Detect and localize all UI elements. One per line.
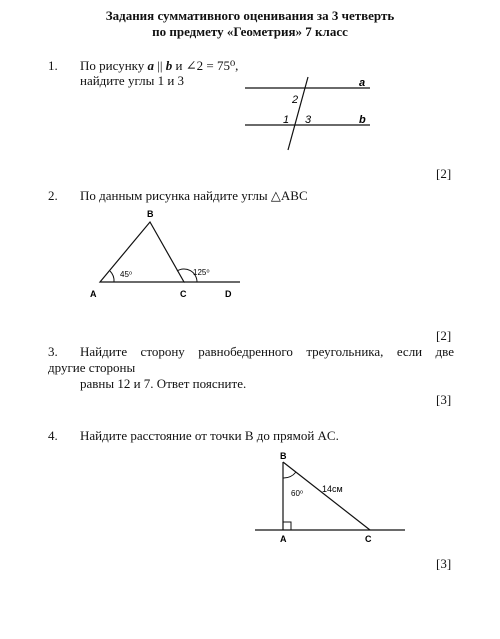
- document-subtitle: по предмету «Геометрия» 7 класс: [152, 24, 348, 39]
- q1-text-line2: найдите углы 1 и 3: [80, 73, 185, 88]
- point-d: D: [225, 289, 232, 299]
- label-a: a: [359, 77, 366, 89]
- q1-text-prefix: По рисунку: [80, 58, 148, 73]
- point-b: B: [280, 451, 287, 461]
- label-b: b: [359, 114, 366, 126]
- q3-number: 3.: [48, 344, 58, 359]
- label-3: 3: [305, 114, 312, 126]
- q2-figure: [85, 205, 245, 305]
- q2-score: [2]: [436, 328, 452, 343]
- q1-var-b: b: [165, 58, 173, 73]
- q4-number: 4.: [48, 428, 58, 443]
- point-a: A: [280, 534, 287, 544]
- q1-parallel: ||: [154, 58, 166, 73]
- q3-score: [3]: [436, 392, 452, 407]
- right-angle-mark: [283, 522, 291, 530]
- q4-figure: [250, 448, 410, 548]
- q4-score: [3]: [436, 556, 452, 571]
- q1-text: [80, 58, 238, 74]
- q1-angle-value: = 75⁰,: [203, 58, 239, 73]
- label-2: 2: [292, 94, 299, 106]
- q1-and: и: [172, 58, 186, 73]
- point-c: C: [180, 289, 187, 299]
- angle-b-label: 60⁰: [291, 489, 304, 498]
- angle-a-arc: [110, 271, 114, 282]
- q3-text-line2: другие стороны: [48, 360, 136, 375]
- document-title: Задания суммативного оценивания за 3 четверть: [105, 8, 395, 23]
- q4-text: Найдите расстояние от точки B до прямой AC.: [80, 428, 339, 443]
- point-b: B: [147, 209, 154, 219]
- q2-text: По данным рисунка найдите углы △ABC: [80, 188, 308, 203]
- angle-a-label: 45⁰: [120, 270, 133, 279]
- angle-b-arc: [283, 472, 296, 478]
- q1-angle-symbol: ∠2: [185, 58, 204, 73]
- side-bc-label: 14см: [322, 484, 343, 494]
- q1-figure: [235, 75, 375, 155]
- q2-number: 2.: [48, 188, 58, 203]
- triangle-abc: [100, 222, 184, 282]
- point-c: C: [365, 534, 372, 544]
- q3-text-line3: равны 12 и 7. Ответ поясните.: [80, 376, 247, 391]
- label-1: 1: [283, 114, 290, 126]
- q3-text-line1: Найдите сторону равнобедренного треугольника, если две: [80, 344, 454, 359]
- q1-number: 1.: [48, 58, 58, 73]
- point-a: A: [90, 289, 97, 299]
- q1-var-a: a: [147, 58, 155, 73]
- angle-ext-label: 125⁰: [193, 268, 210, 277]
- q1-score: [2]: [436, 166, 452, 181]
